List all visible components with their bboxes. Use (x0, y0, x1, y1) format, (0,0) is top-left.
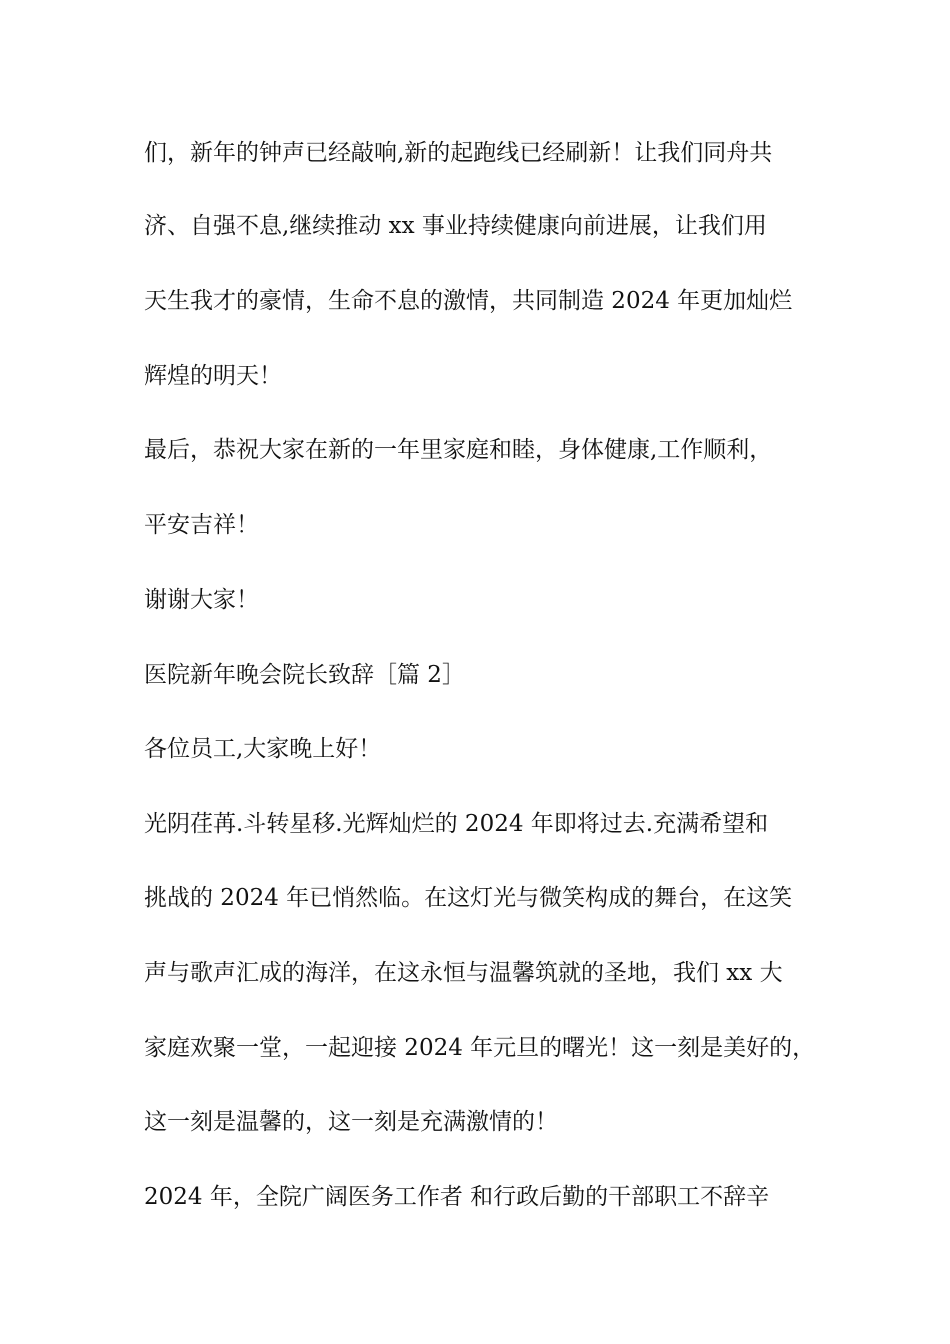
paragraph-line-4: 辉煌的明天！ (144, 363, 282, 389)
paragraph-line-3: 天生我才的豪情，生命不息的激情，共同制造 2024 年更加灿烂 (144, 288, 793, 314)
paragraph-line-5: 最后，恭祝大家在新的一年里家庭和睦，身体健康,工作顺利， (144, 437, 773, 463)
paragraph-line-14: 这一刻是温馨的，这一刻是充满激情的！ (144, 1109, 558, 1135)
paragraph-line-15: 2024 年，全院广阔医务工作者 和行政后勤的干部职工不辞辛 (144, 1184, 770, 1210)
paragraph-line-1: 们，新年的钟声已经敲响,新的起跑线已经刷新！让我们同舟共 (144, 140, 773, 166)
paragraph-line-2: 济、自强不息,继续推动 xx 事业持续健康向前进展，让我们用 (144, 213, 767, 239)
paragraph-line-13: 家庭欢聚一堂，一起迎接 2024 年元旦的曙光！这一刻是美好的， (144, 1035, 816, 1061)
section-heading: 医院新年晚会院长致辞［篇 2］ (144, 662, 465, 688)
paragraph-line-12: 声与歌声汇成的海洋，在这永恒与温馨筑就的圣地，我们 xx 大 (144, 960, 783, 986)
greeting-line: 各位员工,大家晚上好！ (144, 736, 382, 762)
paragraph-line-11: 挑战的 2024 年已悄然临。在这灯光与微笑构成的舞台，在这笑 (144, 885, 793, 911)
paragraph-line-10: 光阴荏苒.斗转星移.光辉灿烂的 2024 年即将过去.充满希望和 (144, 811, 769, 837)
paragraph-line-7: 谢谢大家！ (144, 587, 259, 613)
paragraph-line-6: 平安吉祥！ (144, 512, 259, 538)
